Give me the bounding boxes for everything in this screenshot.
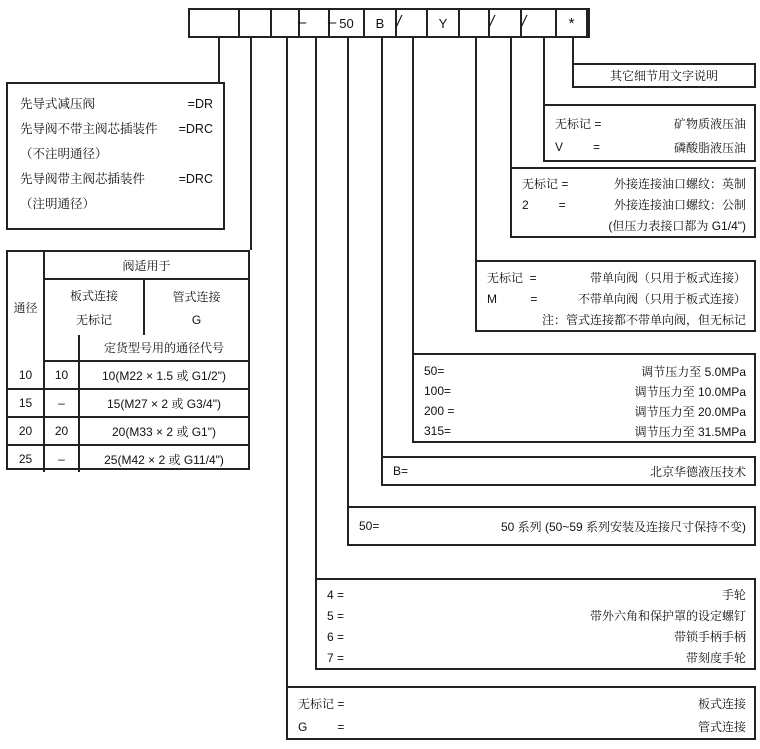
valve-type-label: （注明通径） bbox=[20, 197, 96, 211]
series-row bbox=[349, 508, 754, 544]
code-cell-text: B bbox=[375, 15, 385, 31]
order-header-text: 定货型号用的通径代号 bbox=[103, 341, 224, 355]
check-row bbox=[477, 288, 754, 309]
code-cell-8 bbox=[460, 10, 490, 36]
box-brand bbox=[381, 456, 756, 486]
connection-desc: 板式连接 bbox=[697, 697, 746, 711]
table-hline bbox=[45, 278, 248, 280]
row-dn25-dn bbox=[8, 446, 45, 472]
leader-line-adjust bbox=[315, 38, 317, 578]
adjust-desc: 带锁手柄手柄 bbox=[673, 630, 746, 644]
valve-type-code: =DRC bbox=[178, 172, 213, 186]
connection-code: G = bbox=[298, 719, 345, 734]
code-cell-text: 50 bbox=[339, 15, 354, 31]
adjust-row bbox=[317, 605, 754, 626]
leader-line-thread bbox=[510, 38, 512, 167]
row-dn10-dn bbox=[8, 362, 45, 390]
leader-line-brand bbox=[381, 38, 383, 456]
cell-text: 15(M27 × 2 或 G3/4") bbox=[107, 396, 221, 411]
brand-row bbox=[383, 458, 754, 484]
check-code: M = bbox=[487, 291, 538, 306]
oil-row bbox=[545, 111, 754, 135]
leader-line-connection bbox=[286, 38, 288, 686]
thread-row bbox=[512, 194, 754, 215]
code-cell-11 bbox=[557, 10, 588, 36]
code-separator-slash-3: / bbox=[521, 13, 527, 31]
size-table-plate-col bbox=[45, 280, 145, 335]
box-series bbox=[347, 506, 756, 546]
check-desc: 注：管式连接都不带单向阀，但无标记 bbox=[541, 313, 746, 327]
adjust-row bbox=[317, 626, 754, 647]
valve-type-code: =DR bbox=[187, 97, 213, 111]
pressure-desc: 调节压力至 20.0MPa bbox=[634, 404, 746, 419]
connection-code: 无标记 = bbox=[298, 697, 345, 711]
box-adjust-element bbox=[315, 578, 756, 670]
check-desc: 带单向阀（只用于板式连接） bbox=[589, 271, 746, 285]
code-cell-5 bbox=[365, 10, 397, 36]
valve-type-row bbox=[8, 142, 223, 167]
check-code: 无标记 = bbox=[487, 271, 537, 285]
check-row bbox=[477, 309, 754, 330]
pressure-row bbox=[414, 361, 754, 381]
dn-header-text: 通径 bbox=[13, 300, 38, 315]
size-table bbox=[6, 250, 250, 470]
oil-code: V = bbox=[555, 140, 601, 154]
adjust-code: 4 = bbox=[327, 587, 345, 602]
box-check-valve bbox=[475, 260, 756, 332]
size-table-applies-header bbox=[45, 252, 248, 280]
valve-type-code: =DRC bbox=[178, 122, 213, 136]
cell-text: 20 bbox=[18, 424, 33, 438]
row-dn15-code bbox=[45, 390, 80, 418]
pressure-code: 200 = bbox=[424, 404, 455, 418]
check-row bbox=[477, 267, 754, 288]
cell-text: 20 bbox=[54, 424, 69, 438]
leader-line-check bbox=[475, 38, 477, 260]
brand-desc: 北京华德液压技术 bbox=[649, 464, 746, 479]
valve-type-label: 先导式减压阀 bbox=[20, 97, 96, 111]
adjust-desc: 手轮 bbox=[721, 588, 746, 602]
cell-text: 15 bbox=[18, 396, 33, 410]
box-port-thread bbox=[510, 167, 756, 238]
leader-line-size bbox=[250, 38, 252, 250]
cell-text: 20(M33 × 2 或 G1") bbox=[112, 424, 216, 439]
row-dn20-dn bbox=[8, 418, 45, 446]
leader-line-pressure bbox=[412, 38, 414, 353]
pressure-row bbox=[414, 421, 754, 441]
code-cell-2 bbox=[272, 10, 300, 36]
code-cell-text: Y bbox=[438, 15, 448, 31]
leader-line-dr bbox=[218, 38, 220, 82]
cell-text: – bbox=[58, 452, 65, 466]
plate-code-text: 无标记 bbox=[75, 313, 112, 327]
row-dn25-code bbox=[45, 446, 80, 472]
pressure-code: 315= bbox=[424, 424, 452, 438]
plate-header-text: 板式连接 bbox=[69, 289, 118, 303]
box-oil-type bbox=[543, 104, 756, 162]
row-dn10-code bbox=[45, 362, 80, 390]
oil-row bbox=[545, 135, 754, 159]
valve-type-row bbox=[8, 192, 223, 217]
code-separator-slash-2: / bbox=[489, 13, 495, 31]
cell-text: 25 bbox=[18, 452, 33, 466]
row-dn25-desc bbox=[80, 446, 248, 472]
row-dn15-dn bbox=[8, 390, 45, 418]
cell-text: 25(M42 × 2 或 G11/4") bbox=[104, 452, 224, 467]
thread-desc: (但压力表接口都为 G1/4") bbox=[608, 219, 746, 233]
connection-row bbox=[288, 715, 754, 738]
pressure-row bbox=[414, 401, 754, 421]
row-dn20-code bbox=[45, 418, 80, 446]
connection-row bbox=[288, 692, 754, 715]
row-dn20-desc bbox=[80, 418, 248, 446]
box-valve-type bbox=[6, 82, 225, 230]
pressure-row bbox=[414, 381, 754, 401]
thread-row bbox=[512, 173, 754, 194]
pressure-desc: 调节压力至 5.0MPa bbox=[641, 364, 746, 379]
thread-desc: 外接连接油口螺纹：英制 bbox=[613, 177, 746, 191]
valve-type-label: 先导阀不带主阀芯插装件 bbox=[20, 122, 158, 136]
code-cell-10 bbox=[522, 10, 557, 36]
brand-code: B= bbox=[393, 464, 409, 478]
other-details-text: 其它细节用文字说明 bbox=[609, 69, 718, 83]
code-cell-text: * bbox=[568, 14, 575, 32]
pressure-code: 50= bbox=[424, 364, 445, 378]
adjust-code: 5 = bbox=[327, 608, 345, 623]
size-table-pipe-col bbox=[145, 280, 248, 335]
leader-line-oil bbox=[543, 38, 545, 104]
size-table-blank-cell bbox=[45, 335, 80, 362]
adjust-row bbox=[317, 584, 754, 605]
thread-desc: 外接连接油口螺纹：公制 bbox=[613, 198, 746, 212]
applies-header-text: 阀适用于 bbox=[122, 258, 171, 273]
oil-desc: 磷酸脂液压油 bbox=[673, 140, 746, 155]
leader-line-other bbox=[572, 38, 574, 63]
thread-code: 无标记 = bbox=[522, 177, 569, 191]
code-separator-dash-2: – bbox=[327, 13, 337, 31]
cell-text: 10 bbox=[54, 368, 69, 382]
row-dn10-desc bbox=[80, 362, 248, 390]
adjust-code: 7 = bbox=[327, 650, 345, 665]
series-desc: 50 系列 (50~59 系列安装及连接尺寸保持不变) bbox=[500, 519, 746, 534]
leader-line-series bbox=[347, 38, 349, 506]
row-dn15-desc bbox=[80, 390, 248, 418]
adjust-code: 6 = bbox=[327, 629, 345, 644]
adjust-row bbox=[317, 647, 754, 668]
code-cell-0 bbox=[190, 10, 240, 36]
cell-text: 10 bbox=[18, 368, 33, 382]
box-pressure-range bbox=[412, 353, 756, 443]
check-desc: 不带单向阀（只用于板式连接） bbox=[577, 292, 746, 306]
valve-type-label: 先导阀带主阀芯插装件 bbox=[20, 172, 146, 186]
code-cell-1 bbox=[240, 10, 272, 36]
model-code-row bbox=[188, 8, 590, 38]
pressure-desc: 调节压力至 31.5MPa bbox=[634, 424, 746, 439]
pressure-code: 100= bbox=[424, 384, 452, 398]
pressure-desc: 调节压力至 10.0MPa bbox=[634, 384, 746, 399]
valve-type-row bbox=[8, 167, 223, 192]
pipe-header-text: 管式连接 bbox=[172, 290, 221, 304]
valve-type-label: （不注明通径） bbox=[20, 147, 108, 161]
box-connection-type bbox=[286, 686, 756, 740]
valve-type-row bbox=[8, 117, 223, 142]
cell-text: – bbox=[58, 396, 65, 410]
size-table-dn-header bbox=[8, 252, 45, 362]
thread-row bbox=[512, 215, 754, 236]
pipe-code-text: G bbox=[191, 313, 202, 327]
adjust-desc: 带刻度手轮 bbox=[685, 651, 746, 665]
valve-type-row bbox=[8, 92, 223, 117]
cell-text: 10(M22 × 1.5 或 G1/2") bbox=[102, 368, 226, 383]
box-other-details bbox=[572, 63, 756, 88]
thread-code: 2 = bbox=[522, 197, 566, 212]
connection-desc: 管式连接 bbox=[697, 720, 746, 734]
code-separator-dash-1: – bbox=[297, 13, 307, 31]
adjust-desc: 带外六角和保护罩的设定螺钉 bbox=[589, 609, 746, 623]
oil-desc: 矿物质液压油 bbox=[673, 116, 746, 131]
code-separator-slash-1: / bbox=[396, 13, 402, 31]
size-table-order-header bbox=[80, 335, 248, 362]
series-code: 50= bbox=[359, 519, 380, 533]
code-cell-7 bbox=[428, 10, 460, 36]
oil-code: 无标记 = bbox=[555, 116, 602, 131]
